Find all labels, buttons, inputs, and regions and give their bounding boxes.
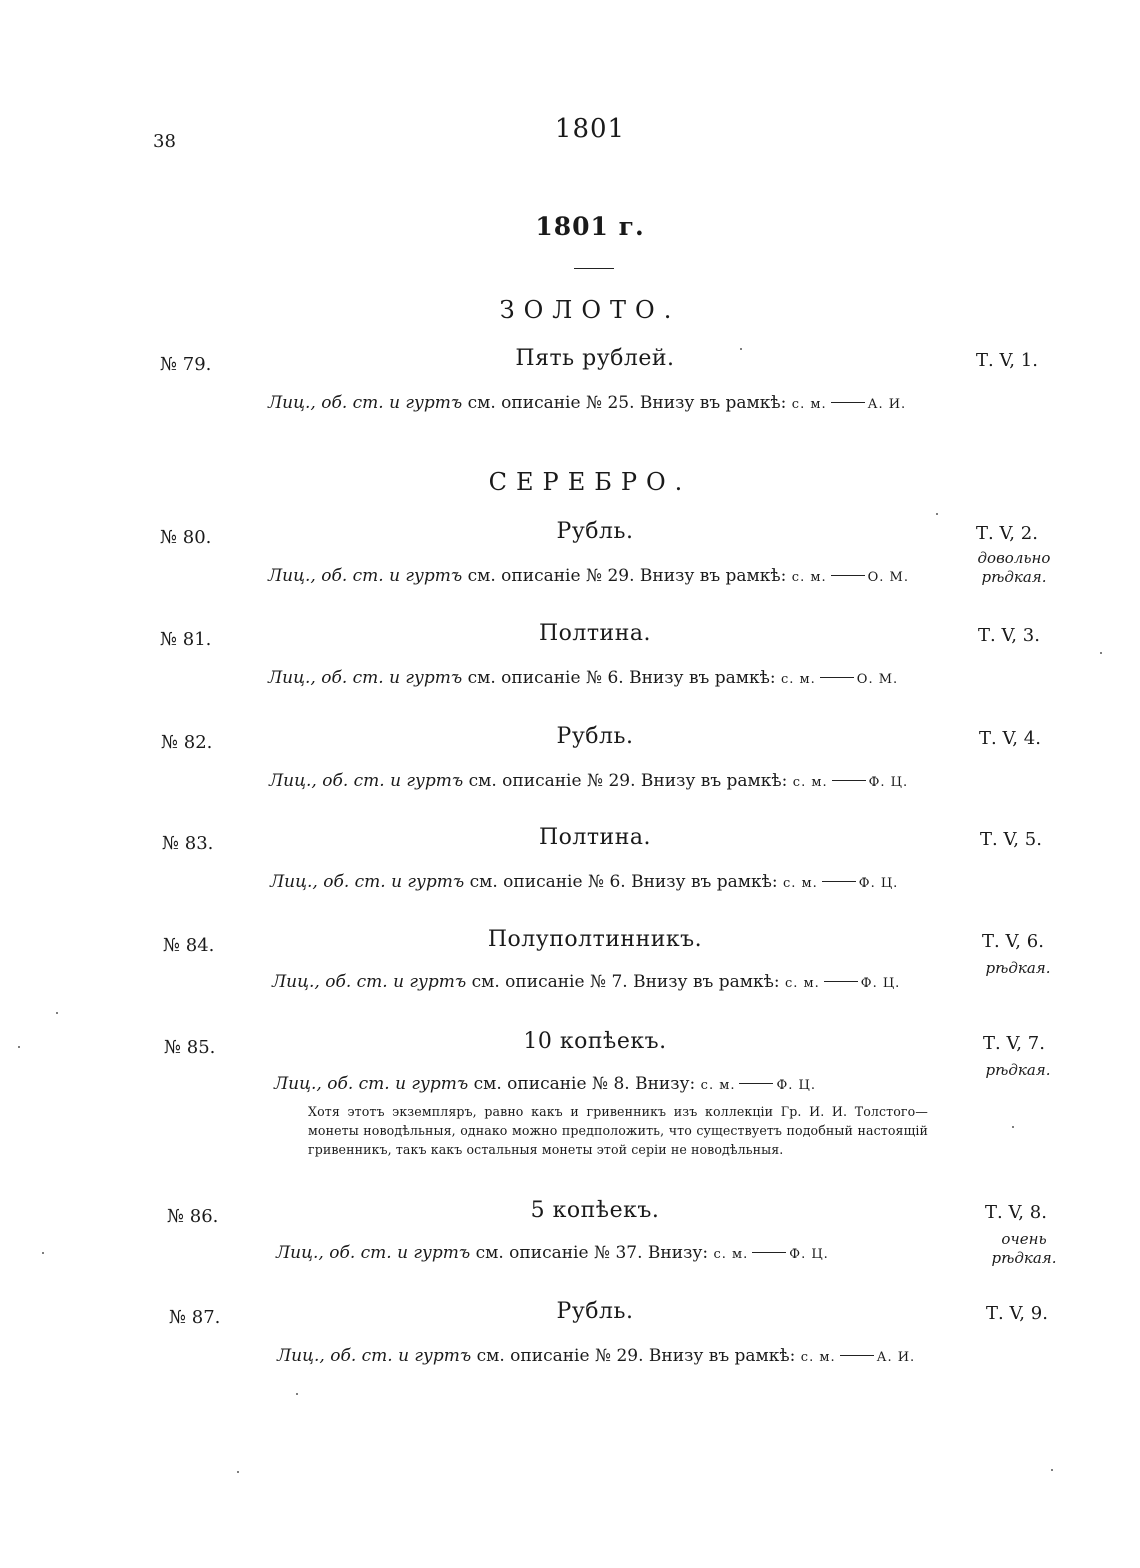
mintmark-master: Ф. Ц. [776, 1078, 816, 1093]
mintmark-sm: с. м. [791, 397, 827, 412]
mintmark-sm: с. м. [782, 876, 818, 891]
mintmark-sm: с. м. [791, 570, 827, 585]
desc-bottom: Внизу въ рамкѣ: [639, 393, 787, 413]
scan-speck [42, 1252, 44, 1254]
mintmark-sm: с. м. [713, 1247, 749, 1262]
rarity-line: рѣдкая. [991, 1249, 1057, 1267]
mintmark-sm: с. м. [784, 976, 820, 991]
scan-speck [18, 1046, 20, 1048]
entry-title: Рубль. [556, 519, 634, 544]
mintmark-master: А. И. [867, 397, 907, 412]
page-title: 1801 г. [535, 212, 645, 241]
dash [822, 881, 856, 882]
desc-bottom: Внизу въ рамкѣ: [633, 972, 780, 992]
running-head: 1801 [554, 114, 626, 144]
dash [739, 1083, 773, 1084]
plate-reference: Т. V, 7. [983, 1033, 1045, 1054]
entry-description [268, 566, 909, 586]
desc-ref: 8. [613, 1074, 630, 1094]
desc-see: см. описаніе № [471, 972, 607, 992]
plate-reference: Т. V, 2. [976, 523, 1038, 544]
desc-lead: Лиц., об. ст. и гуртъ [269, 771, 464, 791]
dash [752, 1252, 786, 1253]
rarity-line: очень [1001, 1230, 1047, 1248]
mintmark-master: О. М. [856, 672, 899, 687]
mintmark-master: А. И. [876, 1350, 916, 1365]
plate-reference: Т. V, 4. [979, 728, 1041, 749]
desc-bottom: Внизу въ рамкѣ: [629, 668, 776, 688]
entry-title: Рубль. [556, 724, 634, 749]
desc-lead: Лиц., об. ст. и гуртъ [270, 872, 465, 892]
entry-description [270, 872, 898, 892]
title-rule [574, 268, 614, 269]
desc-lead: Лиц., об. ст. и гуртъ [274, 1074, 469, 1094]
desc-see: см. описаніе № [467, 668, 603, 688]
entry-description [272, 972, 900, 992]
scan-speck [1012, 1126, 1014, 1128]
desc-ref: 6. [609, 872, 626, 892]
desc-see: см. описаніе № [475, 1243, 611, 1263]
entry-description [268, 393, 906, 413]
entry-number: № 82. [161, 732, 213, 753]
scan-speck [56, 1012, 58, 1014]
entry-description [268, 668, 898, 688]
desc-lead: Лиц., об. ст. и гуртъ [277, 1346, 472, 1366]
entry-title: Рубль. [556, 1299, 634, 1324]
entry-number: № 83. [162, 833, 214, 854]
plate-reference: Т. V, 3. [978, 625, 1040, 646]
mintmark-sm: с. м. [800, 1350, 836, 1365]
desc-ref: 29. [607, 566, 635, 586]
entry-number: № 86. [167, 1206, 219, 1227]
desc-lead: Лиц., об. ст. и гуртъ [276, 1243, 471, 1263]
desc-bottom: Внизу: [647, 1243, 709, 1263]
rarity-note: рѣдкая. [985, 959, 1051, 977]
entry-number: № 85. [164, 1037, 216, 1058]
desc-bottom: Внизу въ рамкѣ: [639, 566, 787, 586]
desc-bottom: Внизу въ рамкѣ: [631, 872, 778, 892]
rarity-line: довольно [977, 549, 1051, 567]
desc-ref: 29. [608, 771, 636, 791]
desc-see: см. описаніе № [468, 771, 604, 791]
entry-description [276, 1243, 829, 1263]
desc-ref: 37. [615, 1243, 643, 1263]
entry-title: Полтина. [538, 621, 651, 646]
mintmark-master: О. М. [867, 570, 909, 585]
rarity-note [972, 549, 1056, 587]
desc-ref: 25. [607, 393, 635, 413]
desc-lead: Лиц., об. ст. и гуртъ [268, 566, 463, 586]
rarity-line: рѣдкая. [981, 568, 1047, 586]
desc-lead: Лиц., об. ст. и гуртъ [268, 393, 463, 413]
plate-reference: Т. V, 1. [976, 350, 1038, 371]
scan-speck [740, 348, 742, 350]
scan-speck [296, 1393, 298, 1395]
entry-description [274, 1074, 816, 1094]
desc-bottom: Внизу: [635, 1074, 696, 1094]
desc-see: см. описаніе № [476, 1346, 612, 1366]
entry-title: 5 копѣекъ. [530, 1198, 660, 1223]
footnote-85: Хотя этотъ экземпляръ, равно какъ и гривенникъ изъ коллекціи Гр. И. И. Толстого— монеты новодѣльныя, однако можно предположить, что существуетъ подобный настоящій гривенникъ, такъ какъ остальныя монеты этой серіи не новодѣльныя. [308, 1104, 928, 1157]
mintmark-sm: с. м. [792, 775, 828, 790]
entry-description [277, 1346, 915, 1366]
mintmark-master: Ф. Ц. [868, 775, 909, 790]
mintmark-master: Ф. Ц. [860, 976, 901, 991]
section-heading-silver: СЕРЕБРО. [488, 468, 692, 496]
dash [831, 402, 865, 403]
plate-reference: Т. V, 6. [982, 931, 1044, 952]
desc-ref: 7. [611, 972, 628, 992]
entry-title: Пять рублей. [515, 346, 675, 371]
scan-speck [1100, 652, 1102, 654]
entry-number: № 84. [163, 935, 215, 956]
scan-speck [237, 1471, 239, 1473]
desc-see: см. описаніе № [469, 872, 605, 892]
desc-see: см. описаніе № [473, 1074, 609, 1094]
mintmark-sm: с. м. [700, 1078, 736, 1093]
mintmark-master: Ф. Ц. [858, 876, 899, 891]
page-number: 38 [153, 131, 176, 152]
desc-see: см. описаніе № [467, 566, 603, 586]
section-heading-gold: ЗОЛОТО. [499, 296, 681, 324]
entry-title: Полтина. [538, 825, 651, 850]
rarity-note [982, 1230, 1066, 1268]
desc-see: см. описаніе № [467, 393, 603, 413]
entry-description [269, 771, 908, 791]
desc-bottom: Внизу въ рамкѣ: [640, 771, 788, 791]
entry-number: № 80. [160, 527, 212, 548]
entry-number: № 81. [160, 629, 212, 650]
scan-speck [936, 513, 938, 515]
plate-reference: Т. V, 8. [985, 1202, 1047, 1223]
plate-reference: Т. V, 9. [986, 1303, 1048, 1324]
rarity-note: рѣдкая. [985, 1061, 1051, 1079]
dash [832, 780, 866, 781]
dash [820, 677, 854, 678]
entry-number: № 79. [160, 354, 212, 375]
entry-number: № 87. [169, 1307, 221, 1328]
desc-lead: Лиц., об. ст. и гуртъ [268, 668, 463, 688]
mintmark-master: Ф. Ц. [789, 1247, 829, 1262]
desc-ref: 6. [607, 668, 624, 688]
entry-title: 10 копѣекъ. [523, 1029, 667, 1054]
desc-lead: Лиц., об. ст. и гуртъ [272, 972, 467, 992]
entry-title: Полуполтинникъ. [487, 927, 703, 952]
mintmark-sm: с. м. [780, 672, 816, 687]
plate-reference: Т. V, 5. [980, 829, 1042, 850]
dash [824, 981, 858, 982]
desc-bottom: Внизу въ рамкѣ: [648, 1346, 796, 1366]
scan-speck [1051, 1469, 1053, 1471]
dash [840, 1355, 874, 1356]
desc-ref: 29. [616, 1346, 644, 1366]
dash [831, 575, 865, 576]
